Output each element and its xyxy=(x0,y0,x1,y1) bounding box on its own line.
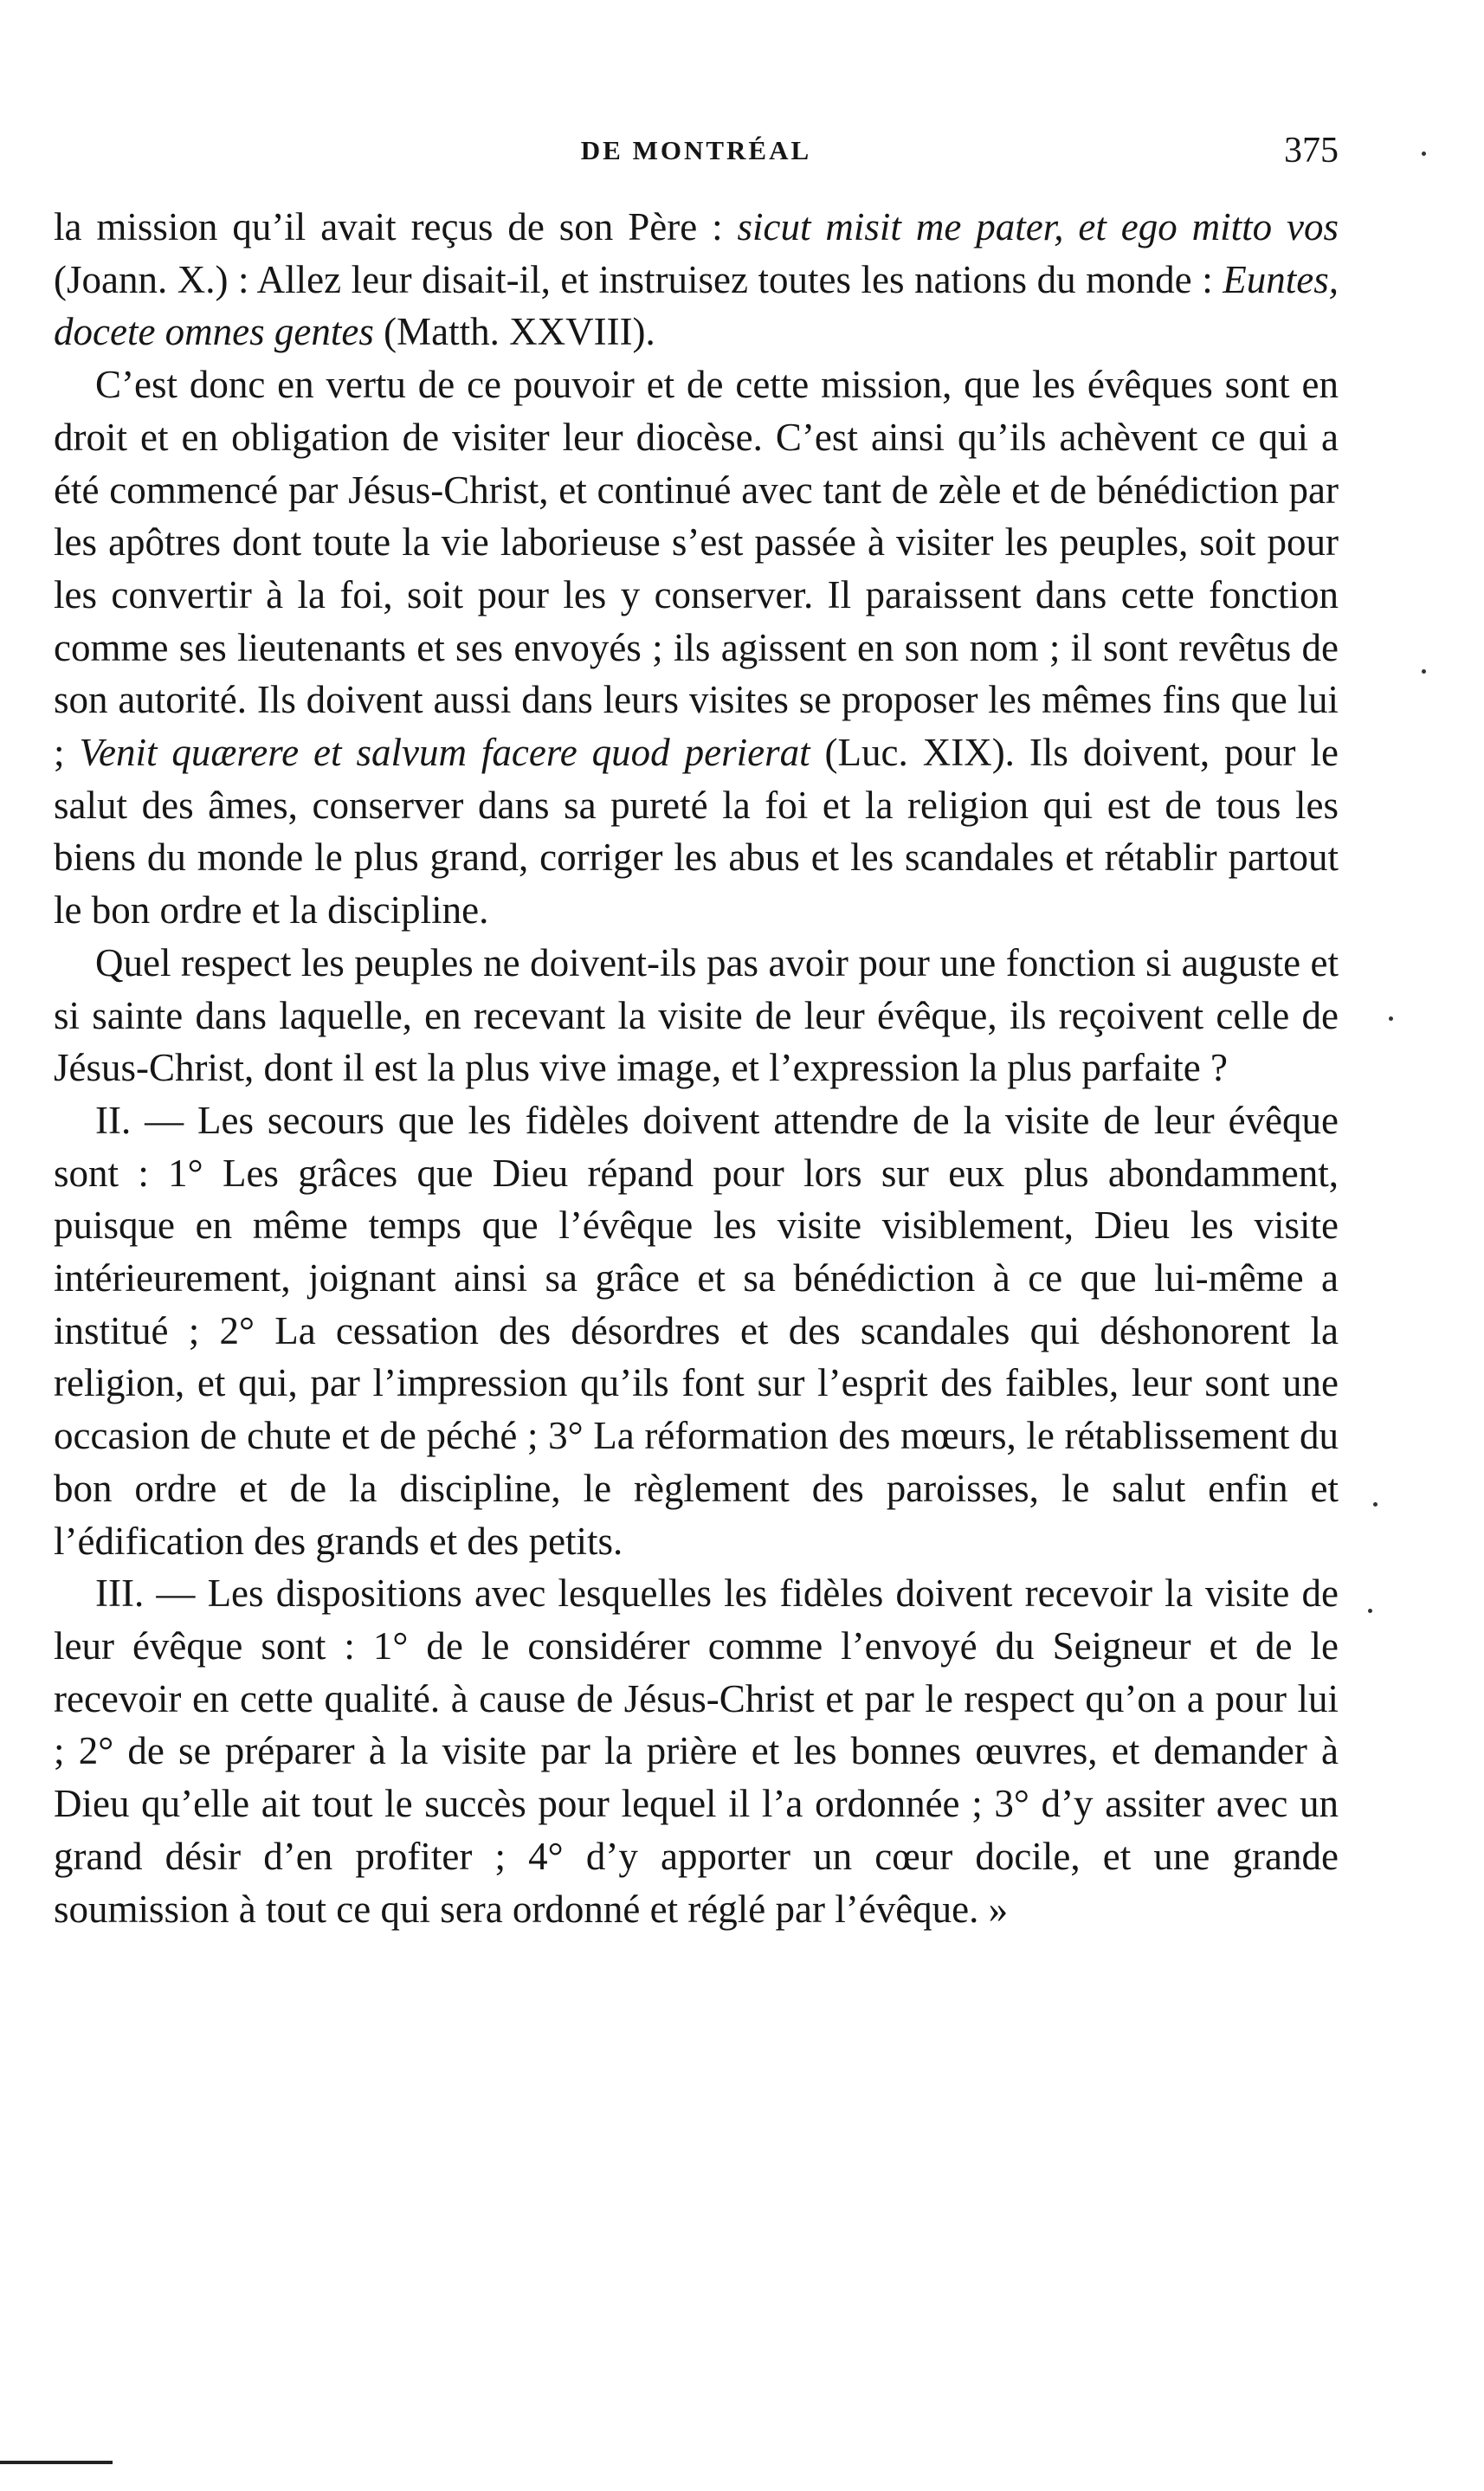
margin-speck xyxy=(1368,1609,1372,1613)
page-number: 375 xyxy=(1284,131,1339,171)
paragraph-4-section-ii: II. — Les secours que les fidèles doivent attendre de la visite de leur évêque sont : 1° Les grâces que Dieu répand pour lors sur eux plus abondamment, puisque en même temps que l’évêque les visite visiblement, Dieu les visite intérieurement, joignant ainsi sa grâce et sa bénédiction à ce que lui-même a institué ; 2° La cessation des désordres et des scandales qui déshonorent la religion, et qui, par l’impression qu’ils font sur l’esprit des faibles, leur sont une occasion de chute et de péché ; 3° La réformation des mœurs, le rétablissement du bon ordre et de la discipline, le règlement des paroisses, le salut enfin et l’édification des grands et des petits. xyxy=(54,1098,1339,1563)
paragraph-2 xyxy=(54,358,1339,937)
body-text xyxy=(54,201,1339,1935)
margin-speck xyxy=(1373,1502,1378,1507)
paragraph-1-text-c: (Joann. X.) : Allez leur disait-il, et instruisez toutes les nations du monde : xyxy=(54,257,1223,301)
paragraph-5-section-iii: III. — Les dispositions avec lesquelles les fidèles doivent recevoir la visite de leur évêque sont : 1° de le considérer comme l’envoyé du Seigneur et de le recevoir en cette qualité. à cause de Jésus-Christ et par le respect qu’on a pour lui ; 2° de se préparer à la visite par la prière et les bonnes œuvres, et demander à Dieu qu’elle ait tout le succès pour lequel il l’a ordonnée ; 3° d’y assiter avec un grand désir d’en profiter ; 4° d’y apporter un cœur docile, et une grande soumission à tout ce qui sera ordonné et réglé par l’évêque. » xyxy=(54,1571,1339,1931)
paragraph-1 xyxy=(54,201,1339,358)
latin-quote-luke: Venit quærere et salvum facere quod perierat xyxy=(79,731,810,775)
page-header xyxy=(54,130,1339,182)
paragraph-3: Quel respect les peuples ne doivent-ils pas avoir pour une fonction si auguste et si sainte dans laquelle, en recevant la visite de leur évêque, ils reçoivent celle de Jésus-Christ, dont il est la plus vive image, et l’expression la plus parfaite ? xyxy=(54,940,1339,1090)
paragraph-2-text-a: C’est donc en vertu de ce pouvoir et de cette mission, que les évêques sont en droit et en obligation de visiter leur diocèse. C’est ainsi qu’ils achèvent ce qui a été commencé par Jésus-Christ, et continué avec tant de zèle et de bénédiction par les apôtres dont toute la vie laborieuse s’est passée à visiter les peuples, soit pour les convertir à la foi, soit pour les y conserver. Il paraissent dans cette fonction comme ses lieutenants et ses envoyés ; ils agissent en son nom ; il sont revêtus de son autorité. Ils doivent aussi dans leurs visites se proposer les mêmes fins que lui ; xyxy=(54,363,1339,775)
latin-quote-john: sicut misit me pater, et ego mitto vos xyxy=(737,205,1339,248)
paragraph-1-text-e: (Matth. XXVIII). xyxy=(373,310,655,354)
latin-quote-matthew: Euntes, docete omnes gentes xyxy=(54,257,1339,354)
paragraph-2-text-c: (Luc. XIX). Ils doivent, pour le salut des âmes, conserver dans sa pureté la foi et la religion qui est de tous les biens du monde le plus grand, corriger les abus et les scandales et rétablir partout le bon ordre et la discipline. xyxy=(54,731,1339,933)
margin-speck xyxy=(1422,152,1426,156)
running-title: DE MONTRÉAL xyxy=(580,135,812,165)
paragraph-1-text-a: la mission qu’il avait reçus de son Père : xyxy=(54,205,738,248)
bottom-rule xyxy=(0,2461,113,2464)
margin-speck xyxy=(1389,1016,1393,1021)
margin-speck xyxy=(1422,669,1426,674)
